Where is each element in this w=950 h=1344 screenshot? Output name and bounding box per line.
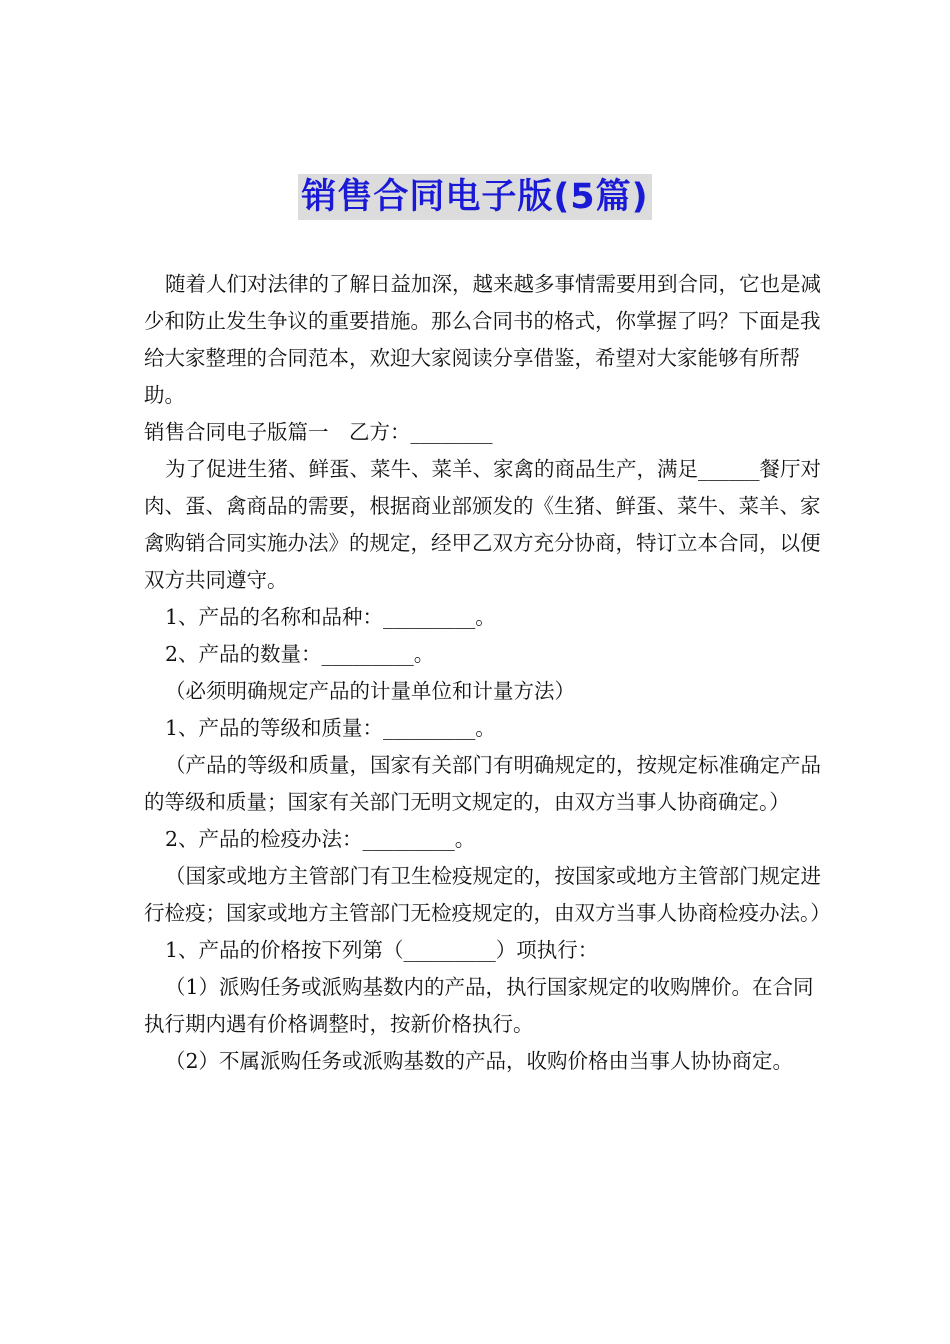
price-option-1: （1）派购任务或派购基数内的产品，执行国家规定的收购牌价。在合同执行期内遇有价格调整时，按新价格执行。 <box>144 975 814 1036</box>
title-container <box>0 174 950 220</box>
clause-product-grade: 1、产品的等级和质量：_________。 <box>165 716 496 740</box>
section-heading-party-b: 销售合同电子版篇一 乙方：________ <box>144 420 493 444</box>
intro-paragraph: 随着人们对法律的了解日益加深，越来越多事情需要用到合同，它也是减少和防止发生争议的重要措施。那么合同书的格式，你掌握了吗？下面是我给大家整理的合同范本，欢迎大家阅读分享借鉴，希望对大家能够有所帮助。 <box>144 272 821 407</box>
note-quarantine: （国家或地方主管部门有卫生检疫规定的，按国家或地方主管部门规定进行检疫；国家或地方主管部门无检疫规定的，由双方当事人协商检疫办法。） <box>144 864 831 925</box>
price-option-2: （2）不属派购任务或派购基数的产品，收购价格由当事人协协商定。 <box>165 1049 794 1073</box>
clause-product-quantity: 2、产品的数量：_________。 <box>165 642 435 666</box>
clause-quarantine: 2、产品的检疫办法：_________。 <box>165 827 476 851</box>
document-body <box>144 266 831 1080</box>
document-title: 销售合同电子版(5篇) <box>298 174 651 220</box>
contract-preamble: 为了促进生猪、鲜蛋、菜牛、菜羊、家禽的商品生产，满足______餐厅对肉、蛋、禽商品的需要，根据商业部颁发的《生猪、鲜蛋、菜牛、菜羊、家禽购销合同实施办法》的规定，经甲乙双方充分协商，特订立本合同，以便双方共同遵守。 <box>144 457 821 592</box>
clause-price: 1、产品的价格按下列第（_________）项执行： <box>165 938 599 962</box>
note-quantity-units: （必须明确规定产品的计量单位和计量方法） <box>165 679 575 703</box>
note-product-grade: （产品的等级和质量，国家有关部门有明确规定的，按规定标准确定产品的等级和质量；国家有关部门无明文规定的，由双方当事人协商确定。） <box>144 753 821 814</box>
clause-product-name: 1、产品的名称和品种：_________。 <box>165 605 496 629</box>
